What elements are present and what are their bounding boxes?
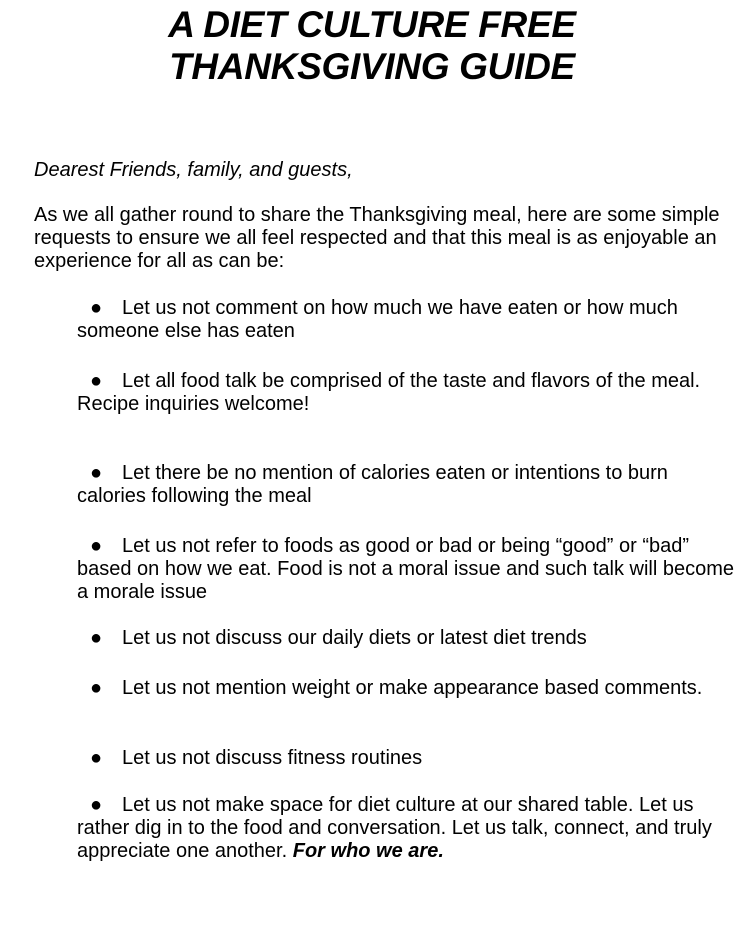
bullet-icon: ● xyxy=(90,535,103,557)
list-item xyxy=(77,794,737,863)
list-item-text: Let us not make space for diet culture at our shared table. Let us rather dig in to the food and conversation. Let us talk, connect, and truly appreciate one another. xyxy=(77,794,712,862)
bullet-icon: ● xyxy=(90,297,103,319)
list-item-text: Let there be no mention of calories eaten or intentions to burn calories following the meal xyxy=(77,462,668,507)
list-item xyxy=(77,747,737,770)
list-item-text: Let us not comment on how much we have eaten or how much someone else has eaten xyxy=(77,297,678,342)
list-item-text: Let us not mention weight or make appearance based comments. xyxy=(122,677,703,699)
list-item xyxy=(77,370,737,416)
salutation: Dearest Friends, family, and guests, xyxy=(34,159,353,181)
list-item-text: Let all food talk be comprised of the taste and flavors of the meal. Recipe inquiries welcome! xyxy=(77,370,701,415)
document-title xyxy=(0,4,744,88)
bullet-icon: ● xyxy=(90,794,103,816)
list-item-text: Let us not refer to foods as good or bad or being “good” or “bad” based on how we eat. Food is not a moral issue and such talk will become a morale issue xyxy=(77,535,735,603)
list-item-text: Let us not discuss fitness routines xyxy=(122,747,423,769)
bullet-icon: ● xyxy=(90,677,103,699)
list-item xyxy=(77,462,737,508)
bullet-icon: ● xyxy=(90,370,103,392)
list-item xyxy=(77,677,737,700)
closing-emphasis: For who we are. xyxy=(292,840,444,862)
bullet-icon: ● xyxy=(90,462,103,484)
bullet-icon: ● xyxy=(90,627,103,649)
bullet-icon: ● xyxy=(90,747,103,769)
list-item xyxy=(77,627,737,650)
list-item-text: Let us not discuss our daily diets or latest diet trends xyxy=(122,627,587,649)
list-item xyxy=(77,297,737,343)
intro-paragraph: As we all gather round to share the Thanksgiving meal, here are some simple requests to ensure we all feel respected and that this meal is as enjoyable an experience for all as can be: xyxy=(34,204,720,272)
title-line-2: THANKSGIVING GUIDE xyxy=(169,46,575,87)
list-item xyxy=(77,535,737,604)
title-line-1: A DIET CULTURE FREE xyxy=(168,4,576,45)
